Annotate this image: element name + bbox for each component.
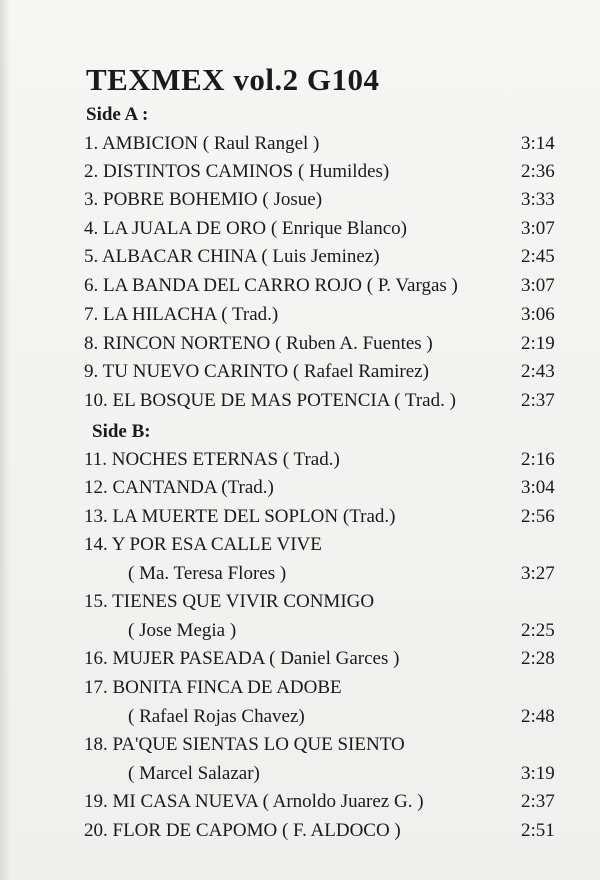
track-row	[84, 477, 564, 501]
track-duration: 2:51	[521, 820, 555, 841]
track-row	[84, 449, 564, 473]
track-row	[84, 246, 564, 270]
track-title: 12. CANTANDA (Trad.)	[84, 477, 274, 498]
track-row	[84, 161, 564, 185]
track-duration: 2:48	[521, 706, 555, 727]
album-title: TEXMEX vol.2 G104	[86, 62, 380, 97]
track-row	[84, 133, 564, 157]
track-duration: 3:19	[521, 763, 555, 784]
track-row-continued	[84, 706, 564, 730]
track-title: 16. MUJER PASEADA ( Daniel Garces )	[84, 648, 400, 669]
track-duration: 3:14	[521, 133, 555, 154]
track-duration: 3:27	[521, 563, 555, 584]
track-row	[84, 506, 564, 530]
track-row	[84, 820, 564, 844]
track-row	[84, 734, 564, 758]
track-composer: ( Rafael Rojas Chavez)	[128, 706, 305, 727]
track-duration: 2:56	[521, 506, 555, 527]
track-duration: 3:07	[521, 275, 555, 296]
track-title: 8. RINCON NORTENO ( Ruben A. Fuentes )	[84, 333, 433, 354]
track-title: 18. PA'QUE SIENTAS LO QUE SIENTO	[84, 734, 405, 755]
track-duration: 3:07	[521, 218, 555, 239]
track-title: 1. AMBICION ( Raul Rangel )	[84, 133, 320, 154]
track-duration: 2:25	[521, 620, 555, 641]
track-duration: 3:04	[521, 477, 555, 498]
track-duration: 2:16	[521, 449, 555, 470]
track-duration: 2:19	[521, 333, 555, 354]
track-title: 19. MI CASA NUEVA ( Arnoldo Juarez G. )	[84, 791, 424, 812]
track-row	[84, 333, 564, 357]
track-composer: ( Ma. Teresa Flores )	[128, 563, 287, 584]
track-row	[84, 218, 564, 242]
track-row	[84, 791, 564, 815]
track-title: 20. FLOR DE CAPOMO ( F. ALDOCO )	[84, 820, 401, 841]
track-title: 17. BONITA FINCA DE ADOBE	[84, 677, 342, 698]
track-duration: 2:45	[521, 246, 555, 267]
track-title: 10. EL BOSQUE DE MAS POTENCIA ( Trad. )	[84, 390, 456, 411]
track-duration: 3:06	[521, 304, 555, 325]
track-title: 2. DISTINTOS CAMINOS ( Humildes)	[84, 161, 390, 182]
track-duration: 2:43	[521, 361, 555, 382]
paper-edge	[0, 0, 10, 880]
track-title: 6. LA BANDA DEL CARRO ROJO ( P. Vargas )	[84, 275, 458, 296]
track-row-continued	[84, 620, 564, 644]
side-b-heading: Side B:	[92, 421, 151, 442]
track-row-continued	[84, 763, 564, 787]
track-row	[84, 534, 564, 558]
side-a-heading: Side A :	[86, 104, 149, 125]
track-duration: 3:33	[521, 189, 555, 210]
track-composer: ( Marcel Salazar)	[128, 763, 260, 784]
track-row	[84, 304, 564, 328]
track-duration: 2:37	[521, 791, 555, 812]
track-row	[84, 677, 564, 701]
track-title: 13. LA MUERTE DEL SOPLON (Trad.)	[84, 506, 396, 527]
track-title: 5. ALBACAR CHINA ( Luis Jeminez)	[84, 246, 380, 267]
track-duration: 2:28	[521, 648, 555, 669]
track-row	[84, 275, 564, 299]
track-row	[84, 648, 564, 672]
track-title: 7. LA HILACHA ( Trad.)	[84, 304, 279, 325]
track-row-continued	[84, 563, 564, 587]
track-duration: 2:36	[521, 161, 555, 182]
track-title: 11. NOCHES ETERNAS ( Trad.)	[84, 449, 340, 470]
track-title: 3. POBRE BOHEMIO ( Josue)	[84, 189, 323, 210]
track-title: 15. TIENES QUE VIVIR CONMIGO	[84, 591, 375, 612]
track-row	[84, 390, 564, 414]
track-row	[84, 361, 564, 385]
track-title: 4. LA JUALA DE ORO ( Enrique Blanco)	[84, 218, 407, 239]
track-title: 14. Y POR ESA CALLE VIVE	[84, 534, 322, 555]
track-duration: 2:37	[521, 390, 555, 411]
track-composer: ( Jose Megia )	[128, 620, 237, 641]
track-title: 9. TU NUEVO CARINTO ( Rafael Ramirez)	[84, 361, 429, 382]
track-row	[84, 591, 564, 615]
track-row	[84, 189, 564, 213]
